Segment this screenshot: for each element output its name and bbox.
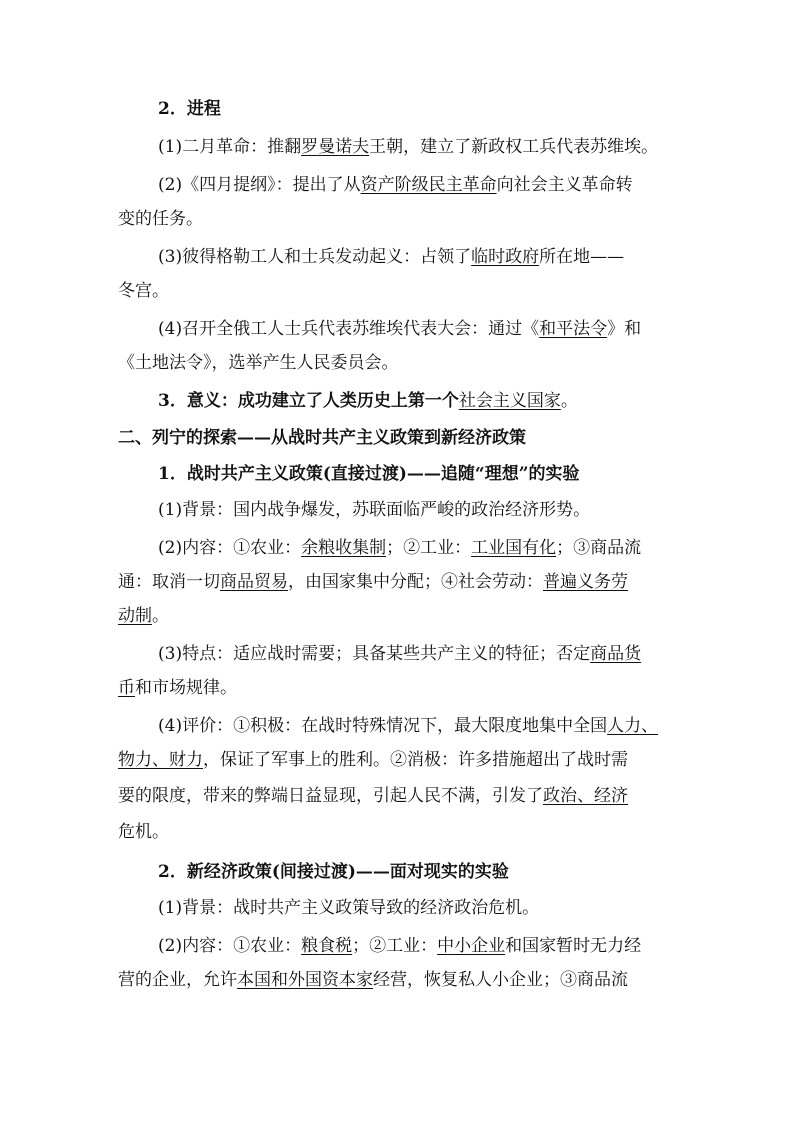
blank-answer: 余粮收集制	[301, 538, 387, 558]
paragraph-nep-background: (1)背景：战时共产主义政策导致的经济政治危机。	[158, 898, 540, 918]
paragraph-wc-content-cont1: 通：取消一切商品贸易，由国家集中分配；④社会劳动：普遍义务劳	[118, 572, 628, 592]
blank-answer: 商品货	[590, 644, 642, 664]
paragraph-wc-features: (3)特点：适应战时需要；具备某些共产主义的特征；否定商品货	[158, 644, 642, 664]
paragraph-soviet-congress: (4)召开全俄工人士兵代表苏维埃代表大会：通过《和平法令》和	[158, 319, 642, 339]
paragraph-wc-evaluation: (4)评价：①积极：在战时特殊情况下，最大限度地集中全国人力、	[158, 716, 659, 736]
paragraph-wc-content-cont2: 动制。	[118, 606, 169, 626]
blank-answer: 资产阶级民主革命	[360, 175, 497, 195]
paragraph-wc-background: (1)背景：国内战争爆发，苏联面临严峻的政治经济形势。	[158, 500, 591, 520]
paragraph-april-theses-cont: 变的任务。	[118, 209, 203, 229]
paragraph-wc-evaluation-cont3: 危机。	[118, 822, 169, 842]
blank-answer: 商品贸易	[220, 572, 288, 592]
paragraph-nep-content: (2)内容：①农业：粮食税；②工业：中小企业和国家暂时无力经	[158, 936, 642, 956]
subheading-nep: 2．新经济政策(间接过渡)——面对现实的实验	[158, 862, 509, 882]
blank-answer: 本国和外国资本家	[237, 970, 373, 990]
paragraph-wc-content: (2)内容：①农业：余粮收集制；②工业：工业国有化；③商品流	[158, 538, 642, 558]
blank-answer: 粮食税	[301, 936, 353, 956]
blank-answer: 工业国有化	[471, 538, 557, 558]
blank-answer: 临时政府	[471, 247, 540, 267]
blank-answer: 中小企业	[437, 936, 506, 956]
paragraph-petrograd-uprising: (3)彼得格勒工人和士兵发动起义：占领了临时政府所在地——	[158, 247, 625, 267]
section-heading-lenin-exploration: 二、列宁的探索——从战时共产主义政策到新经济政策	[118, 428, 526, 448]
paragraph-wc-features-cont: 币和市场规律。	[118, 678, 237, 698]
blank-answer: 政治、经济	[543, 786, 628, 806]
heading-text: 2．进程	[158, 99, 221, 119]
paragraph-april-theses: (2)《四月提纲》：提出了从资产阶级民主革命向社会主义革命转	[158, 175, 633, 195]
paragraph-nep-content-cont: 营的企业，允许本国和外国资本家经营，恢复私人小企业；③商品流	[118, 970, 628, 990]
blank-answer: 人力、	[607, 716, 659, 736]
section-heading-process	[158, 98, 221, 120]
subheading-war-communism: 1．战时共产主义政策(直接过渡)——追随“理想”的实验	[158, 464, 580, 484]
paragraph-february-revolution: (1)二月革命：推翻罗曼诺夫王朝，建立了新政权工兵代表苏维埃。	[158, 137, 659, 157]
blank-answer: 物力、财力	[118, 750, 203, 770]
blank-answer: 动制	[118, 606, 152, 626]
paragraph-wc-evaluation-cont2: 要的限度，带来的弊端日益显现，引起人民不满，引发了政治、经济	[118, 786, 628, 806]
blank-answer: 币	[118, 678, 135, 698]
blank-answer: 社会主义国家	[458, 391, 561, 411]
paragraph-significance: 3．意义：成功建立了人类历史上第一个社会主义国家。	[158, 391, 578, 411]
blank-answer: 普遍义务劳	[543, 572, 628, 592]
paragraph-petrograd-uprising-cont: 冬宫。	[118, 281, 169, 301]
paragraph-wc-evaluation-cont1: 物力、财力，保证了军事上的胜利。②消极：许多措施超出了战时需	[118, 750, 628, 770]
blank-answer: 罗曼诺夫	[301, 137, 370, 157]
paragraph-soviet-congress-cont: 《土地法令》，选举产生人民委员会。	[118, 353, 399, 373]
blank-answer: 和平法令	[539, 319, 608, 339]
